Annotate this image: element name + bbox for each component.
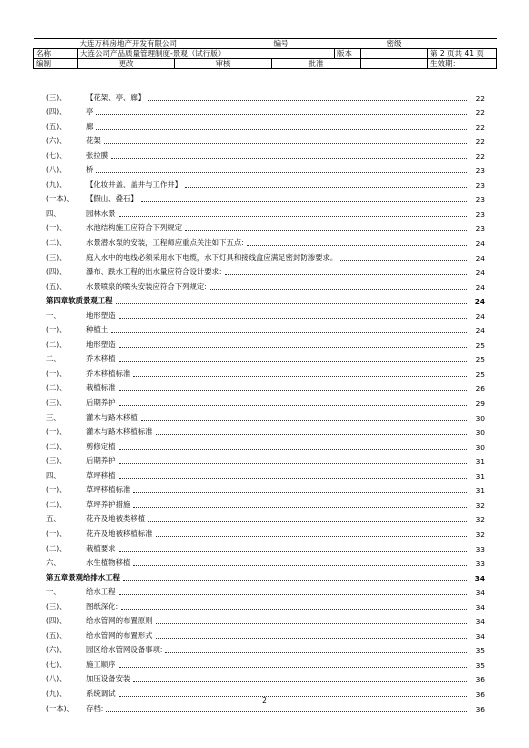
toc-entry-title: 花卉及地被移植标准 [86,528,153,538]
toc-entry-title: 栽植要求 [86,543,116,553]
toc-entry-number: (一)、 [46,223,67,233]
toc-entry-title: 景观给排水工程 [68,572,120,582]
toc-dot-leader [111,331,467,333]
toc-entry-page: 24 [475,326,485,336]
toc-entry-title: 亭 [86,107,94,117]
toc-dot-leader [106,710,467,712]
toc-entry-number: (三)、 [46,398,67,408]
toc-entry-title: 地形塑造 [86,339,116,349]
toc-entry-number: (五)、 [46,630,67,640]
toc-entry-number: (二)、 [46,499,67,509]
toc-dot-leader [96,113,467,115]
toc-entry-title: 栽植标准 [86,383,116,393]
toc-entry[interactable] [46,204,485,219]
toc-dot-leader [119,360,467,362]
toc-entry-number: 一、 [46,587,61,597]
toc-entry[interactable] [46,335,485,350]
toc-entry-page: 36 [475,675,485,685]
toc-entry-page: 24 [474,297,485,307]
toc-entry[interactable] [46,612,485,627]
toc-entry[interactable] [46,393,485,408]
toc-entry-title: 灌木与路木移植 [86,412,138,422]
toc-entry-number: (六)、 [46,136,67,146]
toc-dot-leader [119,448,467,450]
toc-entry-number: 第四章 [46,296,69,306]
toc-dot-leader [96,171,467,173]
toc-entry-title: 乔木移植 [86,354,116,364]
toc-entry[interactable] [46,132,485,147]
toc-entry-number: (二)、 [46,339,67,349]
toc-entry-title: 瀑布、跌水工程的出水量应符合设计要求: [86,267,222,277]
toc-entry-page: 26 [475,384,485,394]
name-label: 名称 [34,49,78,59]
toc-dot-leader [119,404,467,406]
toc-entry[interactable] [46,190,485,205]
toc-entry[interactable] [46,495,485,510]
toc-entry-number: (二)、 [46,383,67,393]
toc-dot-leader [119,593,467,595]
toc-dot-leader [148,520,467,522]
toc-dot-leader [185,186,467,188]
toc-entry-number: (九)、 [46,179,67,189]
toc-entry-title: 剪修定植 [86,441,116,451]
toc-dot-leader [116,302,467,304]
toc-entry-number: (七)、 [46,150,67,160]
toc-dot-leader [148,99,467,101]
toc-dot-leader [340,259,467,261]
toc-entry[interactable] [46,510,485,525]
toc-entry-title: 后期养护 [86,456,116,466]
toc-dot-leader [121,608,467,610]
toc-entry-number: (八)、 [46,165,67,175]
toc-entry-page: 30 [475,442,485,452]
toc-entry-page: 33 [475,544,485,554]
toc-entry-number: 四、 [46,470,61,480]
toc-entry-number: 二、 [46,354,61,364]
toc-chapter-entry[interactable] [46,292,485,307]
toc-dot-leader [111,157,467,159]
toc-entry-page: 23 [475,180,485,190]
toc-entry[interactable] [46,452,485,467]
toc-entry-page: 33 [475,559,485,569]
toc-entry-number: (六)、 [46,645,67,655]
toc-entry-title: 后期养护 [86,398,116,408]
version-label: 版本 [335,49,361,59]
toc-entry-title: 存档: [86,703,104,713]
toc-dot-leader [133,506,467,508]
toc-dot-leader [119,666,467,668]
toc-entry-title: 花卉及地被类移植 [86,514,146,524]
document-name: 大连公司产品质量管理制度-景观（试行版） [78,49,335,59]
toc-entry-number: (三)、 [46,601,67,611]
toc-entry-number: (一本)、 [46,194,74,204]
toc-entry[interactable] [46,117,485,132]
toc-entry-title: 草坪移植标准 [86,485,131,495]
toc-entry[interactable] [46,277,485,292]
toc-dot-leader [133,564,467,566]
toc-entry-page: 30 [475,413,485,423]
toc-dot-leader [141,419,467,421]
toc-entry-title: 图纸深化: [86,601,119,611]
toc-entry-number: (四)、 [46,107,67,117]
toc-entry-page: 34 [475,631,485,641]
toc-dot-leader [156,433,467,435]
toc-entry[interactable] [46,481,485,496]
toc-dot-leader [119,477,467,479]
toc-chapter-entry[interactable] [46,568,485,583]
approve-label: 批准 [272,59,361,69]
toc-entry-title: 灌木与路木移植标准 [86,427,153,437]
toc-entry-title: 地形塑造 [86,310,116,320]
toc-dot-leader [119,215,467,217]
toc-entry-number: (一本)、 [46,703,74,713]
toc-entry-page: 34 [474,573,485,583]
toc-entry[interactable] [46,364,485,379]
toc-dot-leader [133,375,467,377]
toc-entry[interactable] [46,554,485,569]
toc-dot-leader [96,128,467,130]
toc-entry-number: (四)、 [46,616,67,626]
toc-entry-page: 22 [475,122,485,132]
toc-dot-leader [119,346,467,348]
toc-entry[interactable] [46,175,485,190]
toc-entry-title: 园林水景 [86,208,116,218]
toc-entry-title: 水生植物移植 [86,558,131,568]
toc-entry[interactable] [46,423,485,438]
document-header-table [33,38,497,69]
toc-dot-leader [185,229,467,231]
toc-entry[interactable] [46,146,485,161]
toc-entry-title: 廊 [86,121,94,131]
toc-entry-number: (八)、 [46,674,67,684]
toc-entry[interactable] [46,524,485,539]
toc-entry-page: 22 [475,151,485,161]
page-number: 2 [262,696,267,705]
toc-dot-leader [119,389,467,391]
toc-dot-leader [156,637,467,639]
toc-entry-page: 22 [475,93,485,103]
toc-entry-page: 32 [475,529,485,539]
toc-entry[interactable] [46,379,485,394]
toc-entry-title: 桥 [86,165,94,175]
toc-entry-page: 24 [475,268,485,278]
toc-entry-title: 乔木移植标准 [86,368,131,378]
toc-entry-number: (一)、 [46,528,67,538]
toc-entry-page: 31 [475,486,485,496]
toc-entry-number: (四)、 [46,267,67,277]
toc-dot-leader [123,579,467,581]
toc-entry-page: 23 [475,224,485,234]
toc-entry-page: 31 [475,457,485,467]
toc-entry-title: 草坪养护措施 [86,499,131,509]
toc-dot-leader [165,651,467,653]
toc-entry[interactable] [46,641,485,656]
toc-entry-page: 25 [475,355,485,365]
toc-entry-title: 【化妆井盖、盖井与工作井】 [86,179,183,189]
toc-entry-title: 花架 [86,136,101,146]
toc-entry-page: 24 [475,282,485,292]
toc-entry-number: (七)、 [46,659,67,669]
toc-entry-number: (三)、 [46,92,67,102]
toc-entry-page: 35 [475,660,485,670]
toc-entry-title: 给水工程 [86,587,116,597]
toc-entry-page: 36 [475,689,485,699]
toc-entry-number: (一)、 [46,325,67,335]
toc-entry-title: 施工顺序 [86,659,116,669]
toc-entry[interactable] [46,321,485,336]
toc-entry-page: 22 [475,137,485,147]
toc-entry-title: 水景喷泉的喷头安装应符合下列规定: [86,281,207,291]
toc-entry-page: 34 [475,602,485,612]
toc-entry[interactable] [46,583,485,598]
toc-entry-title: 水池结构施工应符合下列规定 [86,223,183,233]
toc-dot-leader [247,244,467,246]
toc-entry-page: 34 [475,617,485,627]
toc-entry-page: 32 [475,515,485,525]
toc-dot-leader [210,288,467,290]
toc-entry-page: 25 [475,369,485,379]
toc-entry-number: 四、 [46,208,61,218]
toc-entry-number: (二)、 [46,441,67,451]
toc-entry-title: 草坪移植 [86,470,116,480]
toc-entry-title: 给水管网的布置形式 [86,630,153,640]
toc-entry-number: (二)、 [46,238,67,248]
toc-entry-page: 31 [475,471,485,481]
toc-dot-leader [156,622,467,624]
toc-entry-title: 软质景观工程 [68,296,113,306]
toc-entry-number: 第五章 [46,572,69,582]
toc-entry[interactable] [46,655,485,670]
toc-entry-page: 23 [475,166,485,176]
toc-entry-title: 【假山、叠石】 [86,194,138,204]
revise-label: 更改 [78,59,175,69]
toc-entry-number: (五)、 [46,121,67,131]
toc-entry-title: 系统调试 [86,688,116,698]
toc-dot-leader [119,317,467,319]
review-label: 审核 [175,59,272,69]
company-name: 大连万科房地产开发有限公司 [78,39,272,49]
toc-entry-page: 23 [475,209,485,219]
toc-dot-leader [119,462,467,464]
toc-entry[interactable] [46,161,485,176]
toc-entry-page: 32 [475,500,485,510]
toc-entry[interactable] [46,103,485,118]
toc-entry[interactable] [46,597,485,612]
toc-entry-page: 24 [475,253,485,263]
toc-entry-number: (二)、 [46,543,67,553]
toc-entry-number: 三、 [46,412,61,422]
toc-dot-leader [119,550,467,552]
toc-entry-page: 34 [475,588,485,598]
toc-entry[interactable] [46,539,485,554]
toc-entry[interactable] [46,263,485,278]
toc-entry[interactable] [46,408,485,423]
level-label: 密级 [361,39,428,49]
toc-entry-number: 五、 [46,514,61,524]
toc-entry-page: 24 [475,239,485,249]
toc-entry-page: 24 [475,311,485,321]
toc-entry-number: (一)、 [46,427,67,437]
toc-dot-leader [141,200,467,202]
toc-entry-page: 35 [475,646,485,656]
toc-dot-leader [133,680,467,682]
toc-entry-page: 23 [475,195,485,205]
toc-entry[interactable] [46,88,485,103]
toc-entry-title: 园区给水管网设备事项: [86,645,163,655]
toc-entry[interactable] [46,670,485,685]
toc-entry[interactable] [46,466,485,481]
toc-entry[interactable] [46,233,485,248]
toc-entry-title: 水景潜水泵的安装，工程师应重点关注如下五点: [86,238,244,248]
toc-entry-title: 【花架、亭、廊】 [86,92,146,102]
page-info: 第 2 页共 41 页 [428,49,497,59]
toc-entry-title: 庭入水中的电线必须采用水下电缆，水下灯具和接线盒应满足密封防渗要求。 [86,252,338,262]
author-label: 编制 [34,59,78,69]
table-of-contents [46,88,485,714]
effective-date-label: 生效期： [428,59,497,69]
toc-entry-number: 六、 [46,558,61,568]
toc-entry-number: (一)、 [46,485,67,495]
toc-entry-number: (三)、 [46,252,67,262]
toc-entry-title: 张拉膜 [86,150,109,160]
toc-entry-number: (一)、 [46,368,67,378]
toc-entry[interactable] [46,350,485,365]
toc-entry-title: 加压设备安装 [86,674,131,684]
code-label: 编号 [272,39,335,49]
toc-entry[interactable] [46,248,485,263]
toc-entry-number: (九)、 [46,688,67,698]
toc-entry[interactable] [46,626,485,641]
toc-entry-page: 22 [475,108,485,118]
toc-dot-leader [225,273,467,275]
toc-entry-number: (三)、 [46,456,67,466]
toc-entry-title: 给水管网的布置原则 [86,616,153,626]
toc-entry-page: 30 [475,428,485,438]
toc-dot-leader [104,142,467,144]
toc-entry-number: (五)、 [46,281,67,291]
toc-entry-page: 25 [475,340,485,350]
toc-entry-title: 种植土 [86,325,109,335]
toc-entry[interactable] [46,306,485,321]
toc-dot-leader [156,535,467,537]
toc-entry[interactable] [46,219,485,234]
toc-entry-page: 36 [475,704,485,714]
toc-dot-leader [133,491,467,493]
toc-entry-page: 29 [475,399,485,409]
toc-entry-number: 一、 [46,310,61,320]
toc-entry[interactable] [46,437,485,452]
